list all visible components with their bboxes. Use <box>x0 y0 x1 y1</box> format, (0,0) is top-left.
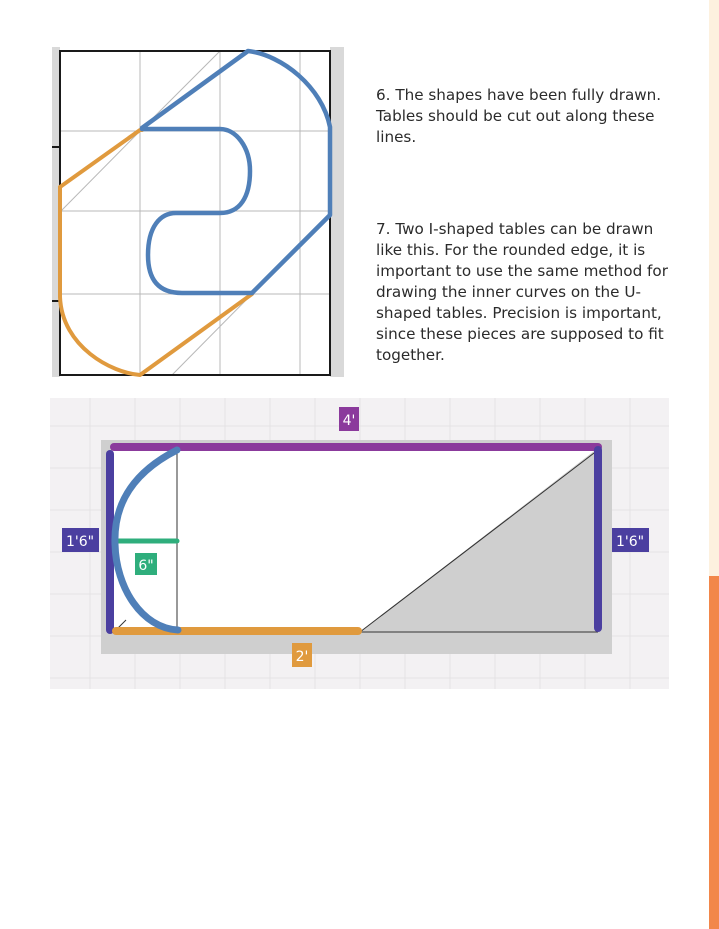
label-left <box>62 528 99 552</box>
u-shape-grid-figure <box>52 47 344 379</box>
accent-strip-light <box>709 0 719 576</box>
step-7-text: 7. Two I-shaped tables can be drawn like this. For the rounded edge, it is important to use the same method for drawing the inner curves on the U-shaped tables. Precision is important, since these pieces are supposed to fit together. <box>376 220 668 364</box>
label-inner <box>135 553 157 575</box>
label-top <box>339 407 359 431</box>
label-inner-text: 6" <box>138 558 154 574</box>
label-bottom <box>292 643 312 667</box>
label-right-text: 1'6" <box>615 534 645 550</box>
label-top-text: 4' <box>342 413 356 429</box>
i-shape-dimension-figure <box>50 398 669 689</box>
accent-strip-orange <box>709 576 719 929</box>
label-left-text: 1'6" <box>65 534 95 550</box>
label-right <box>612 528 649 552</box>
label-bottom-text: 2' <box>295 649 309 665</box>
page-accent-strip <box>709 0 719 929</box>
step-6-text: 6. The shapes have been fully drawn. Tables should be cut out along these lines. <box>376 86 662 146</box>
